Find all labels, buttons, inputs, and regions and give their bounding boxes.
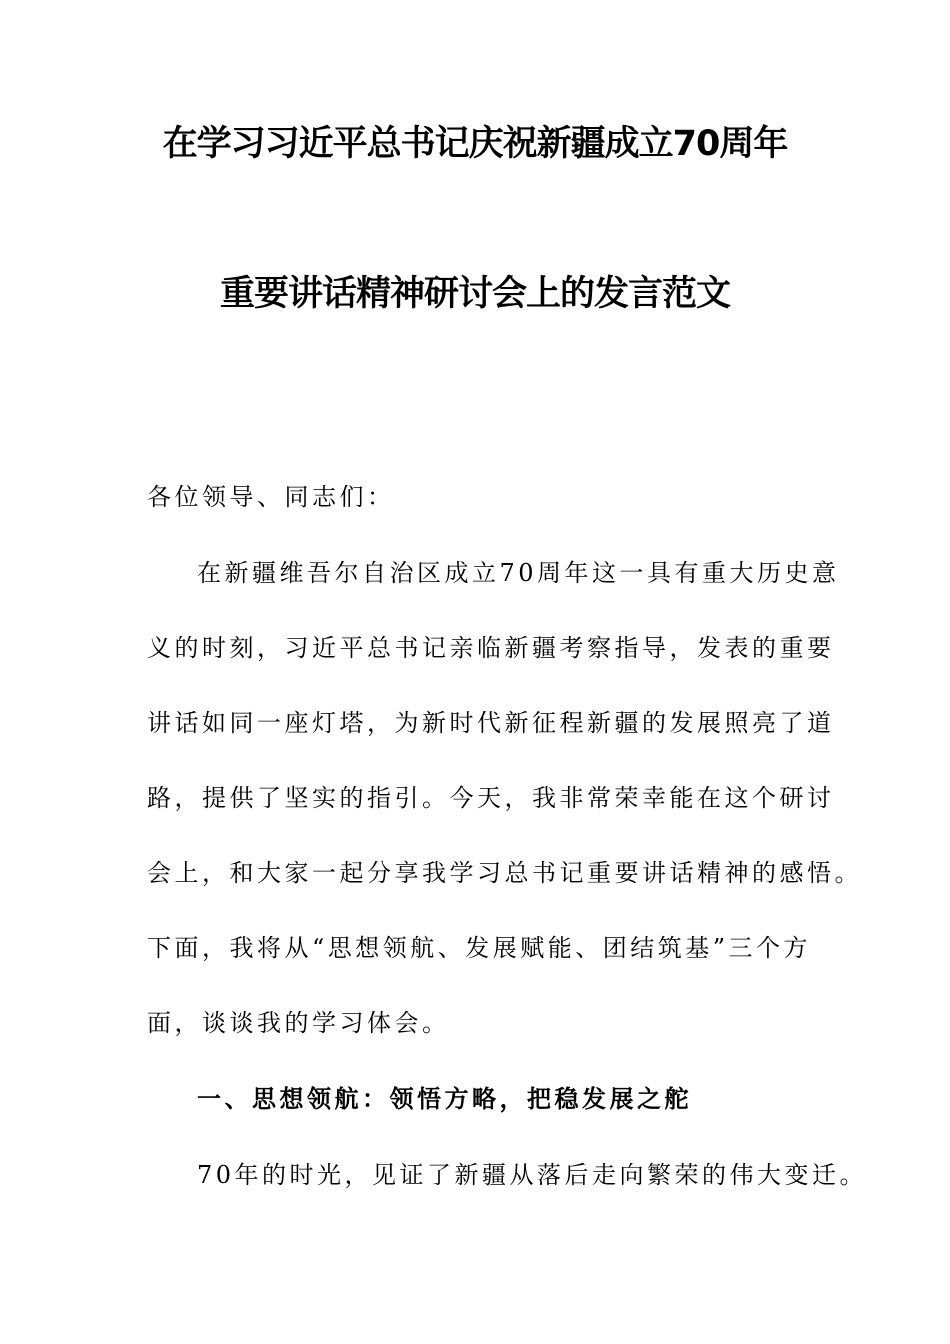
section-1-first-line: 70年的时光，见证了新疆从落后走向繁荣的伟大变迁。 [197, 1161, 868, 1189]
paragraph-1-line-4: 路，提供了坚实的指引。今天，我非常荣幸能在这个研讨 [147, 784, 835, 812]
paragraph-1-line-6: 下面，我将从“思想领航、发展赋能、团结筑基”三个方 [147, 934, 812, 962]
paragraph-1-line-5: 会上，和大家一起分享我学习总书记重要讲话精神的感悟。 [147, 859, 862, 887]
document-title-line-2: 重要讲话精神研讨会上的发言范文 [219, 274, 730, 314]
salutation: 各位领导、同志们： [147, 483, 395, 511]
paragraph-1-line-7: 面，谈谈我的学习体会。 [147, 1009, 450, 1037]
paragraph-1-line-3: 讲话如同一座灯塔，为新时代新征程新疆的发展照亮了道 [147, 709, 835, 737]
section-1-heading: 一、思想领航：领悟方略，把稳发展之舵 [197, 1084, 692, 1113]
paragraph-1-line-1: 在新疆维吾尔自治区成立70周年这一具有重大历史意 [197, 559, 840, 587]
document-title-line-1: 在学习习近平总书记庆祝新疆成立70周年 [162, 124, 788, 164]
paragraph-1-line-2: 义的时刻，习近平总书记亲临新疆考察指导，发表的重要 [147, 634, 835, 662]
